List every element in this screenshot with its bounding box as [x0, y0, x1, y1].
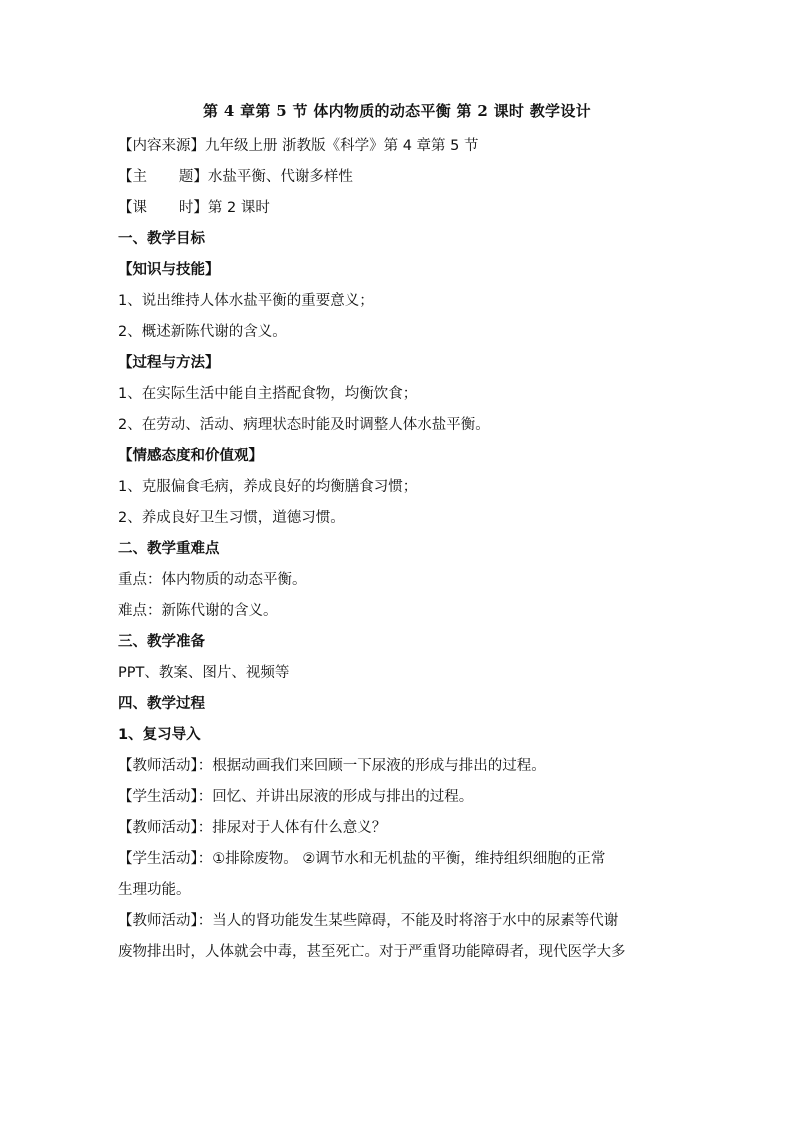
knowledge-item-1: 1、说出维持人体水盐平衡的重要意义； [118, 293, 374, 309]
document-body [118, 131, 688, 968]
document-title: 第 4 章第 5 节 体内物质的动态平衡 第 2 课时 教学设计 [203, 102, 591, 120]
teacher-activity-3-line-1: 【教师活动】：当人的肾功能发生某些障碍，不能及时将溶于水中的尿素等代谢 [118, 913, 619, 929]
student-activity-1: 【学生活动】：回忆、并讲出尿液的形成与排出的过程。 [118, 789, 474, 805]
teacher-activity-2: 【教师活动】：排尿对于人体有什么意义？ [118, 820, 387, 836]
process-heading: 【过程与方法】 [118, 355, 220, 371]
section-heading-process: 四、教学过程 [118, 696, 205, 712]
period-line [118, 193, 688, 224]
topic-label-start: 【主 [118, 169, 147, 185]
section-heading-preparation: 三、教学准备 [118, 634, 205, 650]
knowledge-heading: 【知识与技能】 [118, 262, 220, 278]
emotion-item-1: 1、克服偏食毛病，养成良好的均衡膳食习惯； [118, 479, 418, 495]
student-activity-2-line-1: 【学生活动】：①排除废物。 ②调节水和无机盐的平衡，维持组织细胞的正常 [118, 851, 606, 867]
source-line [118, 131, 688, 162]
step-heading-review: 1、复习导入 [118, 727, 201, 743]
topic-value: 水盐平衡、代谢多样性 [207, 169, 353, 185]
emotion-item-2: 2、养成良好卫生习惯，道德习惯。 [118, 510, 345, 526]
section-heading-objectives: 一、教学目标 [118, 231, 205, 247]
materials-line: PPT、教案、图片、视频等 [118, 665, 290, 681]
process-item-2: 2、在劳动、活动、病理状态时能及时调整人体水盐平衡。 [118, 417, 490, 433]
topic-line [118, 162, 688, 193]
period-value: 第 2 课时 [207, 200, 270, 216]
difficult-point: 难点：新陈代谢的含义。 [118, 603, 278, 619]
student-activity-2-line-2: 生理功能。 [118, 882, 191, 898]
key-point: 重点：体内物质的动态平衡。 [118, 572, 307, 588]
period-label-start: 【课 [118, 200, 147, 216]
period-label-end: 时】 [178, 200, 208, 216]
process-item-1: 1、在实际生活中能自主搭配食物，均衡饮食； [118, 386, 418, 402]
source-label: 【内容来源】 [118, 138, 205, 154]
teacher-activity-3-line-2: 废物排出时，人体就会中毒，甚至死亡。对于严重肾功能障碍者，现代医学大多 [118, 944, 626, 960]
source-value: 九年级上册 浙教版《科学》第 4 章第 5 节 [205, 138, 479, 154]
knowledge-item-2: 2、概述新陈代谢的含义。 [118, 324, 287, 340]
section-heading-key-points: 二、教学重难点 [118, 541, 220, 557]
emotion-heading: 【情感态度和价值观】 [118, 448, 263, 464]
teacher-activity-1: 【教师活动】：根据动画我们来回顾一下尿液的形成与排出的过程。 [118, 758, 546, 774]
topic-label-end: 题】 [178, 169, 208, 185]
